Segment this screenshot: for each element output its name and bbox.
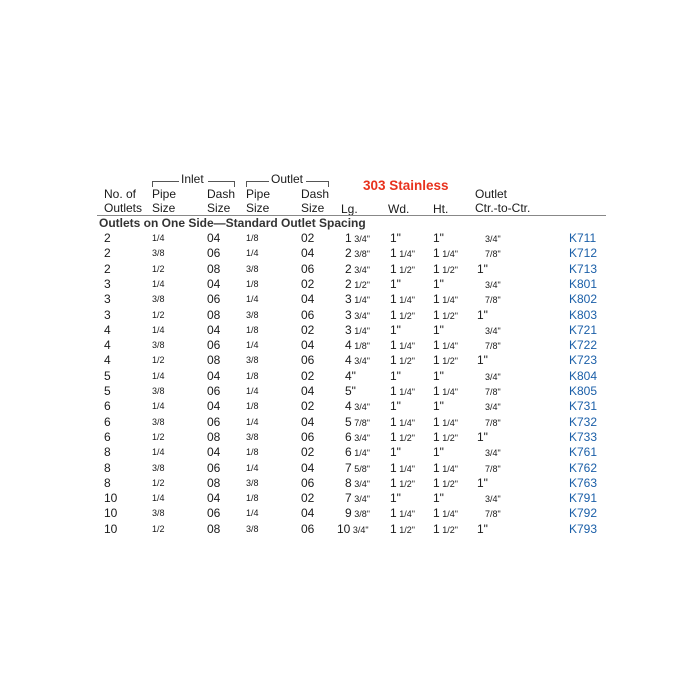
height-cell: 1 1/4" (433, 292, 458, 307)
outlet-dash-size-cell: 06 (301, 261, 315, 276)
length-cell: 5 7/8" (345, 414, 370, 429)
outlets-count-cell: 8 (104, 460, 111, 475)
outlet-group-label: Outlet (271, 172, 304, 186)
inlet-dash-size-cell: 08 (207, 261, 221, 276)
part-number-link[interactable]: K711 (569, 231, 597, 245)
height-cell: 1 1/2" (433, 521, 458, 536)
length-cell: 2 3/4" (345, 261, 370, 276)
outlets-count-cell: 10 (104, 521, 118, 536)
inlet-pipe-size-cell: 1/4 (152, 278, 165, 289)
inlet-pipe-size-cell: 1/2 (152, 355, 165, 366)
material-title: 303 Stainless (363, 178, 449, 193)
inlet-pipe-size-cell: 3/8 (152, 416, 165, 427)
inlet-pipe-size-cell: 3/8 (152, 248, 165, 259)
height-cell: 1" (433, 276, 444, 291)
outlet-dash-size-cell: 02 (301, 368, 315, 383)
width-cell: 1 1/4" (390, 292, 415, 307)
inlet-pipe-size-cell: 1/4 (152, 370, 165, 381)
height-cell: 1 1/4" (433, 246, 458, 261)
width-cell: 1 1/4" (390, 384, 415, 398)
inlet-dash-size-cell: 06 (207, 506, 221, 521)
outlets-count-cell: 10 (104, 491, 118, 506)
outlet-pipe-size-cell: 1/4 (246, 340, 259, 351)
height-cell: 1" (433, 445, 444, 460)
outlet-pipe-size-cell: 1/8 (246, 233, 259, 243)
outlet-pipe-size-cell: 1/8 (246, 401, 259, 412)
length-cell: 6 3/4" (345, 429, 370, 444)
part-number-link[interactable]: K763 (569, 475, 598, 490)
outlet-pipe-size-cell: 3/8 (246, 355, 259, 366)
width-cell: 1 1/4" (390, 460, 415, 475)
header-line: Size (246, 201, 270, 215)
height-cell: 1 1/2" (433, 475, 458, 490)
outlet-pipe-size-cell: 1/4 (246, 508, 259, 519)
section-title: Outlets on One Side—Standard Outlet Spacing (99, 216, 366, 230)
outlet-pipe-size-cell: 3/8 (246, 477, 259, 488)
outlet-dash-size-cell: 06 (301, 475, 315, 490)
outlet-dash-size-cell: 02 (301, 445, 315, 460)
header-no-of-outlets (104, 187, 142, 215)
outlet-pipe-size-cell: 1/4 (246, 248, 259, 259)
width-cell: 1" (390, 399, 401, 414)
part-number-link[interactable]: K805 (569, 384, 598, 398)
outlet-pipe-size-cell: 1/8 (246, 324, 259, 335)
outlets-count-cell: 10 (104, 506, 118, 521)
part-number-link[interactable]: K803 (569, 307, 598, 322)
inlet-pipe-size-cell: 3/8 (152, 386, 165, 396)
height-cell: 1 1/2" (433, 429, 458, 444)
ctr-to-ctr-cell: 7/8" (485, 387, 501, 397)
ctr-to-ctr-cell: 3/4" (485, 494, 501, 505)
inlet-dash-size-cell: 06 (207, 460, 221, 475)
outlet-pipe-size-cell: 1/8 (246, 447, 259, 458)
header-line: Outlets (104, 201, 143, 215)
part-number-link[interactable]: K761 (569, 445, 598, 460)
inlet-pipe-size-cell: 3/8 (152, 462, 165, 473)
part-number-link[interactable]: K793 (569, 521, 598, 536)
outlet-pipe-size-cell: 1/8 (246, 370, 259, 381)
width-cell: 1 1/4" (390, 338, 415, 353)
ctr-to-ctr-cell: 7/8" (485, 509, 501, 520)
header-line: No. of (104, 187, 137, 201)
header-line: Dash (301, 187, 330, 201)
header-line: Pipe (152, 187, 177, 201)
outlets-count-cell: 2 (104, 231, 111, 245)
length-cell: 3 1/4" (345, 292, 370, 307)
outlets-count-cell: 6 (104, 414, 111, 429)
header-line: Pipe (246, 187, 271, 201)
inlet-pipe-size-cell: 1/2 (152, 263, 165, 274)
inlet-dash-size-cell: 04 (207, 368, 221, 383)
header-line: Size (207, 201, 231, 215)
height-cell: 1 1/4" (433, 338, 458, 353)
ctr-to-ctr-cell: 1" (477, 521, 488, 536)
inlet-pipe-size-cell: 1/2 (152, 523, 165, 534)
outlet-pipe-size-cell: 1/4 (246, 416, 259, 427)
width-cell: 1 1/4" (390, 506, 415, 521)
outlets-count-cell: 4 (104, 338, 111, 353)
outlet-pipe-size-cell: 3/8 (246, 309, 259, 320)
outlets-count-cell: 3 (104, 276, 111, 291)
outlets-count-cell: 8 (104, 445, 111, 460)
outlet-dash-size-cell: 02 (301, 322, 315, 337)
outlet-dash-size-cell: 06 (301, 429, 315, 444)
ctr-to-ctr-cell: 7/8" (485, 463, 501, 474)
header-inlet-dash-size (207, 187, 235, 215)
part-number-link[interactable]: K712 (569, 246, 598, 261)
outlets-count-cell: 4 (104, 322, 111, 337)
header-line: Size (152, 201, 176, 215)
ctr-to-ctr-cell: 7/8" (485, 417, 501, 428)
height-cell: 1" (433, 322, 444, 337)
inlet-dash-size-cell: 06 (207, 338, 221, 353)
length-cell: 4 3/4" (345, 353, 370, 368)
header-outlet-pipe-size (246, 187, 270, 215)
header-line: Outlet (475, 187, 508, 201)
outlet-dash-size-cell: 02 (301, 231, 315, 245)
inlet-group-label: Inlet (181, 172, 204, 186)
outlet-pipe-size-cell: 1/4 (246, 294, 259, 305)
ctr-to-ctr-cell: 7/8" (485, 295, 501, 306)
inlet-pipe-size-cell: 1/2 (152, 477, 165, 488)
header-line: Ctr.-to-Ctr. (475, 201, 531, 215)
part-number-link[interactable]: K713 (569, 261, 598, 276)
length-cell: 7 3/4" (345, 491, 370, 506)
inlet-pipe-size-cell: 1/4 (152, 493, 165, 504)
width-cell: 1 1/2" (390, 521, 415, 536)
inlet-pipe-size-cell: 1/4 (152, 447, 165, 458)
inlet-pipe-size-cell: 1/4 (152, 401, 165, 412)
outlet-dash-size-cell: 06 (301, 521, 315, 536)
inlet-dash-size-cell: 08 (207, 521, 221, 536)
part-number-link[interactable]: K733 (569, 429, 598, 444)
part-number-link[interactable]: K802 (569, 292, 598, 307)
width-cell: 1" (390, 231, 401, 245)
outlet-dash-size-cell: 04 (301, 292, 315, 307)
height-cell: 1 1/2" (433, 353, 458, 368)
outlet-dash-size-cell: 04 (301, 384, 315, 398)
outlet-pipe-size-cell: 1/8 (246, 278, 259, 289)
outlet-dash-size-cell: 04 (301, 460, 315, 475)
header-width: Wd. (388, 202, 410, 216)
outlet-dash-size-cell: 06 (301, 353, 315, 368)
length-cell: 2 3/8" (345, 246, 370, 261)
outlets-count-cell: 2 (104, 246, 111, 261)
ctr-to-ctr-cell: 7/8" (485, 249, 501, 260)
header-outlet-ctr-to-ctr (475, 187, 530, 215)
outlets-count-cell: 3 (104, 292, 111, 307)
ctr-to-ctr-cell: 1" (477, 261, 488, 276)
outlet-pipe-size-cell: 1/4 (246, 386, 259, 396)
ctr-to-ctr-cell: 3/4" (485, 234, 501, 244)
height-cell: 1 1/2" (433, 261, 458, 276)
outlet-dash-size-cell: 04 (301, 246, 315, 261)
inlet-dash-size-cell: 04 (207, 445, 221, 460)
height-cell: 1 1/4" (433, 384, 458, 398)
outlet-dash-size-cell: 06 (301, 307, 315, 322)
inlet-dash-size-cell: 08 (207, 307, 221, 322)
width-cell: 1" (390, 322, 401, 337)
inlet-dash-size-cell: 04 (207, 276, 221, 291)
inlet-dash-size-cell: 06 (207, 384, 221, 398)
inlet-dash-size-cell: 04 (207, 322, 221, 337)
inlet-dash-size-cell: 08 (207, 353, 221, 368)
height-cell: 1 1/4" (433, 460, 458, 475)
header-height: Ht. (433, 202, 449, 216)
length-cell: 1 3/4" (345, 231, 370, 245)
outlets-count-cell: 6 (104, 429, 111, 444)
length-cell: 4 3/4" (345, 399, 370, 414)
outlet-pipe-size-cell: 3/8 (246, 431, 259, 442)
part-number-link[interactable]: K721 (569, 322, 598, 337)
height-cell: 1" (433, 491, 444, 506)
part-number-link[interactable]: K723 (569, 353, 598, 368)
width-cell: 1" (390, 368, 401, 383)
outlet-dash-size-cell: 04 (301, 506, 315, 521)
ctr-to-ctr-cell: 3/4" (485, 448, 501, 459)
length-cell: 6 1/4" (345, 445, 370, 460)
part-number-link[interactable]: K804 (569, 368, 598, 383)
outlets-count-cell: 6 (104, 399, 111, 414)
width-cell: 1 1/2" (390, 353, 415, 368)
inlet-dash-size-cell: 06 (207, 246, 221, 261)
outlet-pipe-size-cell: 1/8 (246, 493, 259, 504)
inlet-pipe-size-cell: 3/8 (152, 340, 165, 351)
inlet-dash-size-cell: 04 (207, 491, 221, 506)
inlet-dash-size-cell: 04 (207, 399, 221, 414)
inlet-pipe-size-cell: 3/8 (152, 294, 165, 305)
width-cell: 1" (390, 445, 401, 460)
ctr-to-ctr-cell: 1" (477, 429, 488, 444)
ctr-to-ctr-cell: 3/4" (485, 402, 501, 413)
part-number-link[interactable]: K732 (569, 414, 598, 429)
inlet-pipe-size-cell: 1/2 (152, 431, 165, 442)
ctr-to-ctr-cell: 7/8" (485, 341, 501, 352)
height-cell: 1" (433, 399, 444, 414)
height-cell: 1 1/4" (433, 506, 458, 521)
length-cell: 7 5/8" (345, 460, 370, 475)
ctr-to-ctr-cell: 3/4" (485, 371, 501, 382)
outlets-count-cell: 5 (104, 384, 111, 398)
ctr-to-ctr-cell: 1" (477, 353, 488, 368)
outlet-dash-size-cell: 04 (301, 338, 315, 353)
part-number-link[interactable]: K801 (569, 276, 598, 291)
inlet-pipe-size-cell: 1/2 (152, 309, 165, 320)
header-inlet-pipe-size (152, 187, 176, 215)
ctr-to-ctr-cell: 3/4" (485, 279, 501, 290)
outlet-pipe-size-cell: 1/4 (246, 462, 259, 473)
height-cell: 1 1/4" (433, 414, 458, 429)
inlet-dash-size-cell: 08 (207, 475, 221, 490)
part-number-link[interactable]: K762 (569, 460, 598, 475)
outlet-pipe-size-cell: 3/8 (246, 523, 259, 534)
header-length: Lg. (341, 202, 358, 216)
inlet-pipe-size-cell: 1/4 (152, 324, 165, 335)
length-cell: 3 1/4" (345, 322, 370, 337)
length-cell: 4" (345, 368, 356, 383)
outlet-pipe-size-cell: 3/8 (246, 263, 259, 274)
inlet-dash-size-cell: 06 (207, 414, 221, 429)
width-cell: 1" (390, 276, 401, 291)
outlet-dash-size-cell: 02 (301, 276, 315, 291)
height-cell: 1" (433, 231, 444, 245)
inlet-dash-size-cell: 04 (207, 231, 221, 245)
ctr-to-ctr-cell: 1" (477, 307, 488, 322)
outlets-count-cell: 5 (104, 368, 111, 383)
width-cell: 1 1/2" (390, 475, 415, 490)
width-cell: 1 1/4" (390, 246, 415, 261)
length-cell: 5" (345, 384, 356, 398)
inlet-pipe-size-cell: 3/8 (152, 508, 165, 519)
length-cell: 9 3/8" (345, 506, 370, 521)
length-cell: 10 3/4" (337, 521, 369, 536)
outlet-dash-size-cell: 02 (301, 399, 315, 414)
inlet-dash-size-cell: 06 (207, 292, 221, 307)
ctr-to-ctr-cell: 1" (477, 475, 488, 490)
part-number-link[interactable]: K731 (569, 399, 598, 414)
width-cell: 1 1/2" (390, 307, 415, 322)
outlets-count-cell: 2 (104, 261, 111, 276)
header-line: Dash (207, 187, 236, 201)
part-number-link[interactable]: K791 (569, 491, 598, 506)
ctr-to-ctr-cell: 3/4" (485, 325, 501, 336)
width-cell: 1" (390, 491, 401, 506)
header-line: Size (301, 201, 325, 215)
part-number-link[interactable]: K722 (569, 338, 598, 353)
inlet-dash-size-cell: 08 (207, 429, 221, 444)
part-number-link[interactable]: K792 (569, 506, 598, 521)
outlets-count-cell: 4 (104, 353, 111, 368)
outlets-count-cell: 8 (104, 475, 111, 490)
length-cell: 3 3/4" (345, 307, 370, 322)
width-cell: 1 1/2" (390, 261, 415, 276)
width-cell: 1 1/4" (390, 414, 415, 429)
length-cell: 2 1/2" (345, 276, 370, 291)
outlet-dash-size-cell: 04 (301, 414, 315, 429)
height-cell: 1" (433, 368, 444, 383)
length-cell: 4 1/8" (345, 338, 370, 353)
inlet-pipe-size-cell: 1/4 (152, 233, 165, 243)
length-cell: 8 3/4" (345, 475, 370, 490)
outlet-dash-size-cell: 02 (301, 491, 315, 506)
outlets-count-cell: 3 (104, 307, 111, 322)
width-cell: 1 1/2" (390, 429, 415, 444)
header-outlet-dash-size (301, 187, 329, 215)
height-cell: 1 1/2" (433, 307, 458, 322)
